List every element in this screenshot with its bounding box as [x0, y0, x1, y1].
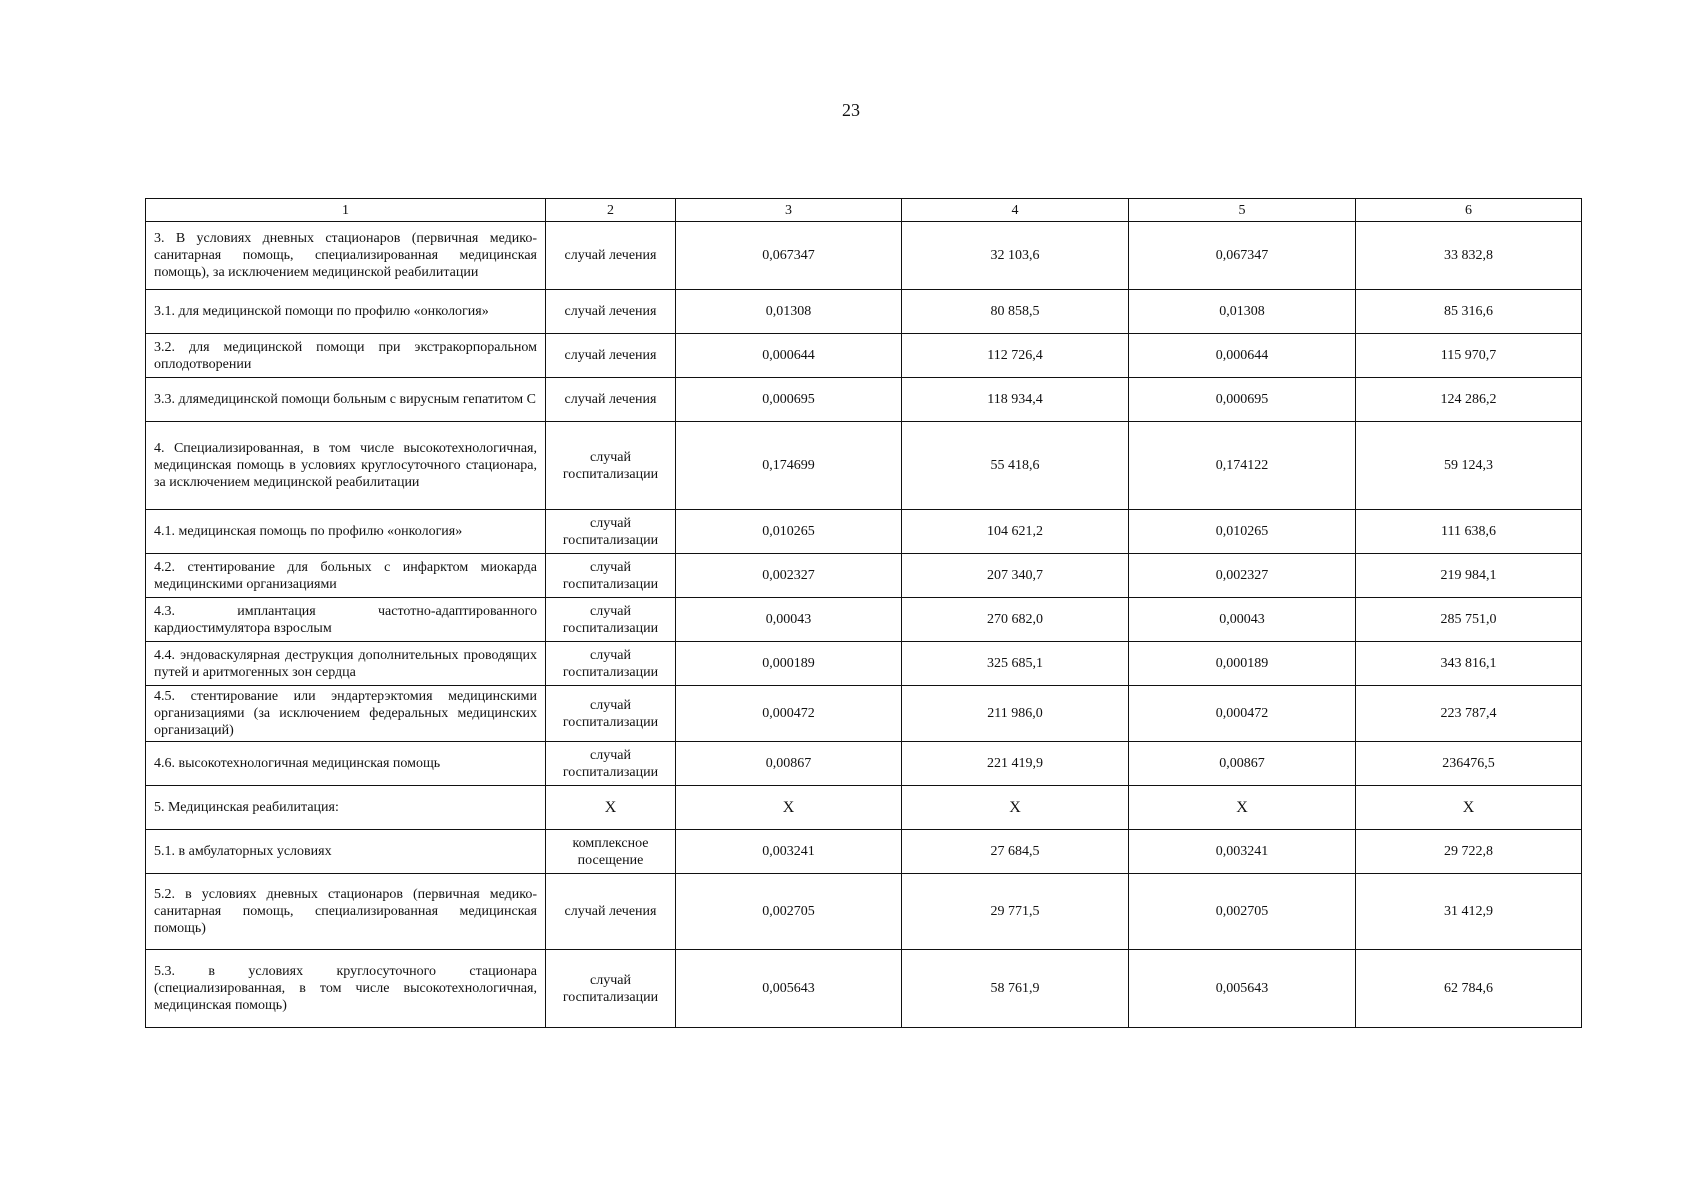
- row-value-col5: 0,174122: [1129, 422, 1356, 510]
- column-number: 5: [1129, 199, 1356, 222]
- row-value-col4: 58 761,9: [902, 950, 1129, 1028]
- column-number: 4: [902, 199, 1129, 222]
- column-number-row: [146, 199, 1582, 222]
- row-value-col5: 0,00043: [1129, 598, 1356, 642]
- table-row: [146, 510, 1582, 554]
- norms-table: [145, 198, 1582, 1028]
- row-value-col6: 124 286,2: [1356, 378, 1582, 422]
- row-value-col6: 111 638,6: [1356, 510, 1582, 554]
- row-value-col4: 118 934,4: [902, 378, 1129, 422]
- row-value-col6: 223 787,4: [1356, 686, 1582, 742]
- row-value-col6: 29 722,8: [1356, 830, 1582, 874]
- row-name: 4.3. имплантация частотно-адаптированного кардиостимулятора взрослым: [146, 598, 546, 642]
- row-value-col3: 0,002327: [676, 554, 902, 598]
- row-unit: случай госпитализации: [546, 950, 676, 1028]
- table-row: [146, 554, 1582, 598]
- row-name: 5. Медицинская реабилитация:: [146, 786, 546, 830]
- row-value-col3: 0,002705: [676, 874, 902, 950]
- row-value-col3: 0,00043: [676, 598, 902, 642]
- row-unit: случай лечения: [546, 290, 676, 334]
- table-row: [146, 742, 1582, 786]
- column-number: 1: [146, 199, 546, 222]
- row-value-col5: 0,002327: [1129, 554, 1356, 598]
- row-value-col4: 80 858,5: [902, 290, 1129, 334]
- table-row: [146, 830, 1582, 874]
- table-row: [146, 598, 1582, 642]
- row-value-col6: Х: [1356, 786, 1582, 830]
- row-value-col5: 0,002705: [1129, 874, 1356, 950]
- row-value-col3: 0,010265: [676, 510, 902, 554]
- column-number: 2: [546, 199, 676, 222]
- row-unit: случай лечения: [546, 874, 676, 950]
- row-unit: случай госпитализации: [546, 422, 676, 510]
- row-name: 4.2. стентирование для больных с инфарктом миокарда медицинскими организациями: [146, 554, 546, 598]
- row-name: 5.2. в условиях дневных стационаров (первичная медико-санитарная помощь, специализированная медицинская помощь): [146, 874, 546, 950]
- row-value-col3: 0,067347: [676, 222, 902, 290]
- row-value-col4: 32 103,6: [902, 222, 1129, 290]
- row-value-col6: 33 832,8: [1356, 222, 1582, 290]
- table-row: [146, 642, 1582, 686]
- row-name: 3.3. длямедицинской помощи больным с вирусным гепатитом С: [146, 378, 546, 422]
- row-value-col4: 207 340,7: [902, 554, 1129, 598]
- row-value-col3: 0,003241: [676, 830, 902, 874]
- row-unit: случай госпитализации: [546, 686, 676, 742]
- row-unit: случай госпитализации: [546, 742, 676, 786]
- row-value-col3: 0,000189: [676, 642, 902, 686]
- table-row: [146, 222, 1582, 290]
- table-row: [146, 786, 1582, 830]
- row-unit: случай лечения: [546, 378, 676, 422]
- row-value-col5: Х: [1129, 786, 1356, 830]
- row-value-col5: 0,01308: [1129, 290, 1356, 334]
- row-value-col6: 115 970,7: [1356, 334, 1582, 378]
- row-value-col6: 31 412,9: [1356, 874, 1582, 950]
- row-value-col3: 0,00867: [676, 742, 902, 786]
- row-value-col3: 0,01308: [676, 290, 902, 334]
- row-name: 3. В условиях дневных стационаров (первичная медико-санитарная помощь, специализированная медицинская помощь), за исключением медицинской реабилитации: [146, 222, 546, 290]
- row-name: 5.3. в условиях круглосуточного стационара (специализированная, в том числе высокотехнологичная, медицинская помощь): [146, 950, 546, 1028]
- row-value-col6: 62 784,6: [1356, 950, 1582, 1028]
- row-value-col3: Х: [676, 786, 902, 830]
- row-unit: комплексное посещение: [546, 830, 676, 874]
- table-row: [146, 422, 1582, 510]
- row-value-col3: 0,005643: [676, 950, 902, 1028]
- table-row: [146, 950, 1582, 1028]
- row-value-col5: 0,000695: [1129, 378, 1356, 422]
- row-value-col4: 55 418,6: [902, 422, 1129, 510]
- row-value-col6: 219 984,1: [1356, 554, 1582, 598]
- row-unit: случай госпитализации: [546, 642, 676, 686]
- row-value-col3: 0,000472: [676, 686, 902, 742]
- row-name: 4.5. стентирование или эндартерэктомия медицинскими организациями (за исключением федеральных медицинских организаций): [146, 686, 546, 742]
- row-value-col6: 236476,5: [1356, 742, 1582, 786]
- row-value-col4: 270 682,0: [902, 598, 1129, 642]
- row-value-col4: 112 726,4: [902, 334, 1129, 378]
- row-value-col6: 285 751,0: [1356, 598, 1582, 642]
- table-row: [146, 378, 1582, 422]
- row-name: 3.2. для медицинской помощи при экстракорпоральном оплодотворении: [146, 334, 546, 378]
- row-unit: случай лечения: [546, 222, 676, 290]
- row-unit: Х: [546, 786, 676, 830]
- table-row: [146, 686, 1582, 742]
- row-value-col3: 0,000695: [676, 378, 902, 422]
- row-unit: случай госпитализации: [546, 598, 676, 642]
- table-row: [146, 874, 1582, 950]
- row-name: 4. Специализированная, в том числе высокотехнологичная, медицинская помощь в условиях круглосуточного стационара, за исключением медицинской реабилитации: [146, 422, 546, 510]
- row-value-col4: 27 684,5: [902, 830, 1129, 874]
- row-value-col5: 0,000472: [1129, 686, 1356, 742]
- row-value-col5: 0,005643: [1129, 950, 1356, 1028]
- row-value-col5: 0,003241: [1129, 830, 1356, 874]
- row-name: 4.4. эндоваскулярная деструкция дополнительных проводящих путей и аритмогенных зон сердца: [146, 642, 546, 686]
- column-number: 6: [1356, 199, 1582, 222]
- row-value-col4: 29 771,5: [902, 874, 1129, 950]
- row-value-col4: 325 685,1: [902, 642, 1129, 686]
- row-name: 3.1. для медицинской помощи по профилю «онкология»: [146, 290, 546, 334]
- row-value-col6: 85 316,6: [1356, 290, 1582, 334]
- row-value-col5: 0,000189: [1129, 642, 1356, 686]
- row-value-col5: 0,067347: [1129, 222, 1356, 290]
- table-row: [146, 334, 1582, 378]
- row-value-col5: 0,000644: [1129, 334, 1356, 378]
- row-value-col5: 0,010265: [1129, 510, 1356, 554]
- row-value-col3: 0,174699: [676, 422, 902, 510]
- table-body: [146, 199, 1582, 1028]
- row-value-col4: Х: [902, 786, 1129, 830]
- row-value-col4: 211 986,0: [902, 686, 1129, 742]
- row-unit: случай лечения: [546, 334, 676, 378]
- row-value-col4: 104 621,2: [902, 510, 1129, 554]
- row-value-col4: 221 419,9: [902, 742, 1129, 786]
- row-value-col6: 343 816,1: [1356, 642, 1582, 686]
- column-number: 3: [676, 199, 902, 222]
- row-name: 4.1. медицинская помощь по профилю «онкология»: [146, 510, 546, 554]
- row-value-col6: 59 124,3: [1356, 422, 1582, 510]
- table-row: [146, 290, 1582, 334]
- row-unit: случай госпитализации: [546, 510, 676, 554]
- page-number: 23: [842, 100, 860, 120]
- row-name: 5.1. в амбулаторных условиях: [146, 830, 546, 874]
- row-name: 4.6. высокотехнологичная медицинская помощь: [146, 742, 546, 786]
- row-value-col3: 0,000644: [676, 334, 902, 378]
- row-value-col5: 0,00867: [1129, 742, 1356, 786]
- row-unit: случай госпитализации: [546, 554, 676, 598]
